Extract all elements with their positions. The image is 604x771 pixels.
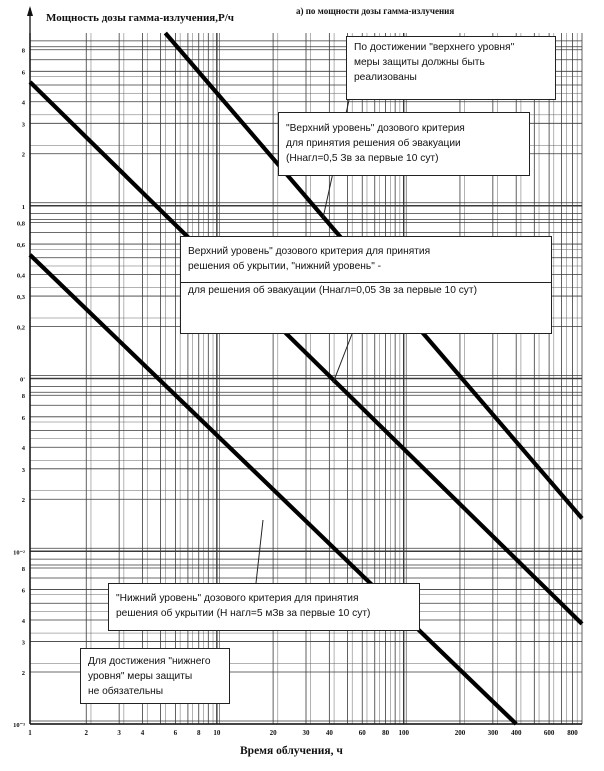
note-line: решения об укрытии (H нагл=5 мЗв за первые 10 сут) [116, 608, 371, 619]
y-tick-label: 1 [21, 203, 25, 211]
y-axis-arrow [27, 6, 33, 16]
x-tick-label: 200 [454, 729, 466, 737]
x-tick-label: 800 [567, 729, 578, 737]
y-tick-label: 0,8 [16, 220, 25, 228]
note-line: Для достижения "нижнего [88, 656, 211, 667]
x-tick-label: 4 [140, 729, 145, 737]
chart-title: Мощность дозы гамма-излучения,Р/ч [46, 12, 234, 24]
chart-subtitle: а) по мощности дозы гамма-излучения [296, 6, 455, 16]
x-tick-label: 2 [84, 729, 88, 737]
x-axis-label: Время облучения, ч [240, 745, 343, 757]
y-tick-label: 6 [21, 69, 25, 77]
y-tick-label: 2 [21, 497, 25, 505]
note-lower-level-shelter [108, 583, 420, 631]
y-tick-label: 10⁻² [13, 549, 25, 557]
y-tick-labels [13, 48, 26, 729]
note-line: для принятия решения об эвакуации [286, 138, 461, 149]
y-tick-label: 2 [21, 151, 25, 159]
y-tick-label: 2 [21, 669, 25, 677]
y-tick-label: 0,2 [16, 324, 25, 332]
x-tick-label: 6 [173, 729, 178, 737]
note-upper-level-evacuation [278, 112, 530, 176]
x-tick-label: 80 [382, 729, 390, 737]
note-line: По достижении "верхнего уровня" [354, 42, 515, 53]
x-tick-label: 30 [302, 729, 310, 737]
note-line: меры защиты должны быть [354, 57, 485, 68]
x-tick-label: 60 [358, 729, 366, 737]
note-shelter-evacuation-levels [180, 236, 552, 334]
x-tick-label: 600 [543, 729, 555, 737]
note-line: реализованы [354, 72, 417, 83]
x-tick-label: 10 [213, 729, 221, 737]
note-line: (Hнагл=0,5 Зв за первые 10 сут) [286, 153, 439, 164]
note-line: не обязательны [88, 686, 164, 697]
y-tick-label: 0,6 [16, 242, 25, 250]
note-line: "Нижний уровень" дозового критерия для принятия [116, 593, 359, 604]
x-tick-labels [28, 729, 578, 737]
x-tick-label: 100 [398, 729, 409, 737]
note-measures-required [346, 36, 556, 100]
y-tick-label: 4 [21, 617, 25, 625]
note-line: "Верхний уровень" дозового критерия [286, 123, 465, 134]
x-tick-label: 3 [117, 729, 121, 737]
note-line: уровня" меры защиты [88, 671, 193, 682]
x-tick-label: 400 [510, 729, 522, 737]
note-divider [181, 282, 551, 283]
y-tick-label: 6 [21, 587, 25, 595]
x-tick-label: 40 [325, 729, 333, 737]
x-tick-label: 300 [487, 729, 499, 737]
y-tick-label: 6 [21, 414, 25, 422]
y-tick-label: 10⁻³ [13, 722, 25, 729]
y-tick-label: 3 [21, 639, 25, 647]
note-line: Верхний уровень" дозового критерия для принятия [188, 246, 431, 257]
y-tick-label: 4 [21, 445, 25, 453]
note-line: для решения об эвакуации (Hнагл=0,05 Зв за первые 10 сут) [188, 285, 477, 296]
x-tick-label: 20 [269, 729, 277, 737]
y-tick-label: 3 [21, 466, 25, 474]
y-tick-label: 0' [19, 376, 25, 384]
y-tick-label: 8 [21, 47, 25, 55]
note-line: решения об укрытии, "нижний уровень" - [188, 261, 382, 272]
y-tick-label: 3 [21, 121, 25, 129]
x-tick-label: 8 [196, 729, 201, 737]
y-tick-label: 0,3 [16, 294, 25, 302]
x-tick-label: 1 [28, 729, 32, 737]
y-tick-label: 8 [21, 393, 25, 401]
note-measures-not-required [80, 648, 230, 704]
y-tick-label: 4 [21, 99, 25, 107]
y-tick-label: 0,4 [16, 272, 25, 280]
y-tick-label: 8 [21, 565, 25, 573]
